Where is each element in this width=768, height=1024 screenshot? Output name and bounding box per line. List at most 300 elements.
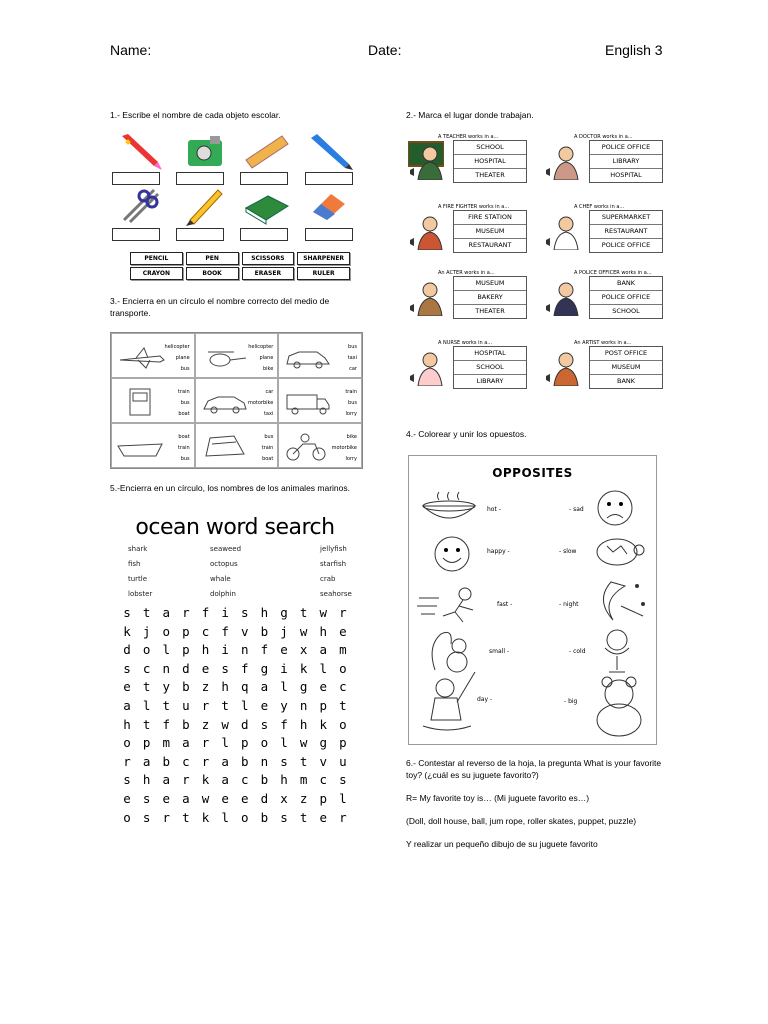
answer-box[interactable] <box>305 172 353 185</box>
grid-letter[interactable]: p <box>142 735 151 751</box>
transport-word[interactable]: bus <box>180 456 190 462</box>
grid-letter[interactable]: r <box>123 753 131 769</box>
s5-instruction: 5.-Encierra en un círculo, los nombres de los animales marinos. <box>110 483 350 493</box>
transport-word[interactable]: taxi <box>263 411 274 417</box>
workplace-question: A POLICE OFFICER works in a... <box>574 270 652 276</box>
workplace-option[interactable]: POLICE OFFICE <box>601 241 651 249</box>
grid-letter[interactable]: g <box>280 605 288 620</box>
grid-letter[interactable]: r <box>201 735 210 751</box>
grid-letter[interactable]: e <box>240 790 249 806</box>
workplace-option[interactable]: SCHOOL <box>454 361 526 375</box>
grid-letter[interactable]: i <box>280 660 288 676</box>
transport-word[interactable]: helicopter <box>164 344 190 350</box>
grid-letter[interactable]: t <box>299 809 308 825</box>
big-bear-icon <box>587 672 651 738</box>
grid-letter[interactable]: a <box>221 753 229 769</box>
workplace-option[interactable]: BAKERY <box>454 291 526 305</box>
answer-box[interactable] <box>112 172 160 185</box>
s3-instruction: 3.- Encierra en un círculo el nombre correcto del medio de transporte. <box>110 296 330 318</box>
grid-letter[interactable]: a <box>182 790 190 806</box>
workplace-option[interactable]: THEATER <box>475 307 505 315</box>
grid-letter[interactable]: h <box>260 605 269 620</box>
workplace-option[interactable]: BANK <box>590 277 662 291</box>
grid-letter[interactable]: s <box>280 809 288 825</box>
grid-letter[interactable]: z <box>201 679 210 695</box>
word-bank-item: CRAYON <box>130 267 183 280</box>
grid-letter[interactable]: i <box>221 642 229 658</box>
grid-letter[interactable]: f <box>280 716 288 732</box>
pen-icon <box>305 132 355 172</box>
grid-letter[interactable]: p <box>319 697 328 713</box>
grid-letter[interactable]: s <box>123 605 131 620</box>
transport-word[interactable]: train <box>261 445 274 451</box>
workplace-option[interactable]: BANK <box>616 377 636 385</box>
transport-word[interactable]: train <box>345 389 357 395</box>
grid-letter[interactable]: p <box>319 790 328 806</box>
grid-letter[interactable]: o <box>123 809 131 825</box>
grid-letter[interactable]: b <box>260 809 269 825</box>
workplace-option[interactable]: LIBRARY <box>476 377 504 385</box>
grid-letter[interactable]: k <box>319 716 328 732</box>
grid-letter[interactable]: o <box>260 735 269 751</box>
school-objects <box>110 132 355 282</box>
grid-letter[interactable]: l <box>280 679 288 695</box>
grid-letter[interactable]: p <box>182 642 190 658</box>
grid-letter[interactable]: b <box>182 716 190 732</box>
workplace-options <box>589 276 663 319</box>
workplace-options <box>453 276 527 319</box>
grid-letter[interactable]: a <box>162 772 171 788</box>
transport-word[interactable]: lorry <box>345 411 357 417</box>
workplaces <box>408 134 658 394</box>
grid-letter[interactable]: d <box>182 660 190 676</box>
grid-letter[interactable]: p <box>182 623 190 639</box>
course-label: English 3 <box>605 42 663 58</box>
grid-letter[interactable]: z <box>201 716 210 732</box>
grid-letter[interactable]: r <box>201 753 210 769</box>
grid-letter[interactable]: t <box>182 809 190 825</box>
workplace-question: An ACTER works in a... <box>438 270 495 276</box>
grid-letter[interactable]: h <box>142 772 151 788</box>
workplace-options <box>589 140 663 183</box>
transport-word[interactable]: lorry <box>345 456 357 462</box>
grid-letter[interactable]: b <box>260 623 269 639</box>
transport-cell <box>195 423 279 468</box>
transport-word[interactable]: taxi <box>347 355 357 361</box>
grid-letter[interactable]: b <box>260 772 269 788</box>
transport-word[interactable]: motorbike <box>331 445 357 451</box>
grid-letter[interactable]: w <box>201 790 210 806</box>
grid-letter[interactable]: s <box>142 809 151 825</box>
grid-letter[interactable]: t <box>339 697 347 713</box>
workplace-card <box>544 204 660 252</box>
opposite-word: - sad <box>569 506 584 513</box>
s6-instruction: 6.- Contestar al reverso de la hoja, la pregunta What is your favorite toy? (¿cuál es su juguete favorito?) <box>406 758 662 780</box>
ice-cream-icon <box>597 626 637 676</box>
pencil-icon <box>180 186 230 226</box>
grid-letter[interactable]: s <box>142 790 151 806</box>
worker-icon <box>544 140 580 180</box>
grid-letter[interactable]: a <box>162 605 171 620</box>
grid-letter[interactable]: e <box>221 790 229 806</box>
sea-word: fish <box>128 560 141 568</box>
s6-answer: R= My favorite toy is… (Mi juguete favorito es…) <box>406 793 590 803</box>
grid-letter[interactable]: h <box>299 716 308 732</box>
word-bank-item: SHARPENER <box>297 252 350 265</box>
grid-letter[interactable]: o <box>339 660 347 676</box>
grid-letter[interactable]: k <box>123 623 131 639</box>
bus-icon <box>200 432 252 462</box>
grid-letter[interactable]: o <box>240 809 249 825</box>
workplace-card <box>408 270 524 318</box>
transport-word[interactable]: boat <box>178 411 190 417</box>
opposite-word: small - <box>489 648 510 655</box>
eraser-icon <box>305 186 355 226</box>
workplace-option[interactable]: MUSEUM <box>454 225 526 239</box>
grid-letter[interactable]: l <box>221 735 229 751</box>
workplace-question: A NURSE works in a... <box>438 340 493 346</box>
grid-letter[interactable]: q <box>240 679 249 695</box>
grid-letter[interactable]: h <box>280 772 288 788</box>
grid-letter[interactable]: a <box>260 679 269 695</box>
grid-letter[interactable]: x <box>299 642 308 658</box>
word-bank-item: SCISSORS <box>242 252 295 265</box>
grid-letter[interactable]: s <box>123 660 131 676</box>
grid-letter[interactable]: p <box>240 735 249 751</box>
workplace-option[interactable]: RESTAURANT <box>590 225 662 239</box>
grid-letter[interactable]: a <box>319 642 328 658</box>
grid-letter[interactable]: n <box>240 642 249 658</box>
workplace-question: An ARTIST works in a... <box>574 340 632 346</box>
grid-letter[interactable]: c <box>142 660 151 676</box>
workplace-options <box>589 346 663 389</box>
grid-letter[interactable]: w <box>299 735 308 751</box>
worker-icon <box>408 276 444 316</box>
word-bank-item: RULER <box>297 267 350 280</box>
grid-letter[interactable]: y <box>280 697 288 713</box>
grid-letter[interactable]: e <box>280 642 288 658</box>
train-icon <box>116 387 168 417</box>
grid-letter[interactable]: a <box>182 735 190 751</box>
grid-letter[interactable]: m <box>339 642 347 658</box>
sea-word: starfish <box>320 560 347 568</box>
workplace-option[interactable]: THEATER <box>475 171 505 179</box>
grid-letter[interactable]: c <box>201 623 210 639</box>
grid-letter[interactable]: r <box>339 605 347 620</box>
worker-icon <box>544 276 580 316</box>
grid-letter[interactable]: o <box>142 642 151 658</box>
grid-row <box>110 605 360 624</box>
grid-row <box>110 661 360 680</box>
grid-letter[interactable]: w <box>319 605 328 620</box>
grid-letter[interactable]: r <box>201 697 210 713</box>
grid-letter[interactable]: k <box>201 809 210 825</box>
grid-letter[interactable]: b <box>240 753 249 769</box>
motorbike-icon <box>283 432 335 462</box>
grid-row <box>110 717 360 736</box>
grid-letter[interactable]: e <box>319 679 328 695</box>
word-search-title: ocean word search <box>135 515 335 540</box>
workplace-options <box>453 140 527 183</box>
grid-letter[interactable]: g <box>260 660 269 676</box>
boat-icon <box>116 432 168 462</box>
grid-letter[interactable]: j <box>280 623 288 639</box>
workplace-option[interactable]: SCHOOL <box>454 141 526 155</box>
workplace-option[interactable]: HOSPITAL <box>454 155 526 169</box>
workplace-question: A FIRE FIGHTER works in a... <box>438 204 510 210</box>
grid-letter[interactable]: m <box>162 735 171 751</box>
grid-letter[interactable]: e <box>339 623 347 639</box>
grid-letter[interactable]: s <box>123 772 131 788</box>
grid-letter[interactable]: l <box>142 697 151 713</box>
grid-letter[interactable]: j <box>142 623 151 639</box>
s4-instruction: 4.- Colorear y unir los opuestos. <box>406 429 527 439</box>
grid-letter[interactable]: w <box>299 623 308 639</box>
opposite-word: day - <box>477 696 493 703</box>
sea-word: turtle <box>128 575 148 583</box>
grid-letter[interactable]: c <box>240 772 249 788</box>
grid-letter[interactable]: o <box>123 735 131 751</box>
transport-word[interactable]: boat <box>262 456 274 462</box>
workplace-card <box>408 134 524 182</box>
word-bank-item: PEN <box>186 252 239 265</box>
grid-letter[interactable]: w <box>221 716 229 732</box>
answer-box[interactable] <box>240 228 288 241</box>
grid-letter[interactable]: y <box>162 679 171 695</box>
s6-options: (Doll, doll house, ball, jum rope, roller skates, puppet, puzzle) <box>406 816 637 826</box>
workplace-option[interactable]: FIRE STATION <box>454 211 526 225</box>
s2-instruction: 2.- Marca el lugar donde trabajan. <box>406 110 534 120</box>
transport-word[interactable]: car <box>265 389 274 395</box>
worker-icon <box>408 210 444 250</box>
grid-letter[interactable]: e <box>162 790 171 806</box>
grid-letter[interactable]: h <box>123 716 131 732</box>
transport-cell <box>111 423 195 468</box>
grid-letter[interactable]: l <box>319 660 328 676</box>
grid-letter[interactable]: d <box>260 790 269 806</box>
grid-letter[interactable]: n <box>299 697 308 713</box>
grid-letter[interactable]: k <box>299 660 308 676</box>
transport-word[interactable]: bus <box>264 434 274 440</box>
grid-row <box>110 698 360 717</box>
grid-letter[interactable]: a <box>142 753 151 769</box>
grid-row <box>110 735 360 754</box>
s1-instruction: 1.- Escribe el nombre de cada objeto escolar. <box>110 110 281 120</box>
workplace-option[interactable]: POLICE OFFICE <box>590 291 662 305</box>
grid-letter[interactable]: h <box>319 623 328 639</box>
grid-letter[interactable]: f <box>260 642 269 658</box>
transport-word[interactable]: motorbike <box>247 400 274 406</box>
grid-letter[interactable]: t <box>221 697 229 713</box>
grid-letter[interactable]: e <box>319 809 328 825</box>
grid-letter[interactable]: k <box>201 772 210 788</box>
grid-letter[interactable]: g <box>299 679 308 695</box>
grid-letter[interactable]: b <box>162 753 171 769</box>
transport-grid <box>110 332 363 469</box>
letter-grid <box>110 605 360 828</box>
grid-letter[interactable]: t <box>162 697 171 713</box>
workplace-card <box>544 270 660 318</box>
workplace-option[interactable]: HOSPITAL <box>610 171 642 179</box>
grid-letter[interactable]: b <box>182 679 190 695</box>
grid-letter[interactable]: d <box>240 716 249 732</box>
workplace-option[interactable]: POST OFFICE <box>590 347 662 361</box>
workplace-option[interactable]: POLICE OFFICE <box>590 141 662 155</box>
grid-letter[interactable]: g <box>319 735 328 751</box>
transport-word[interactable]: train <box>178 445 190 451</box>
answer-box[interactable] <box>176 228 224 241</box>
grid-letter[interactable]: e <box>123 679 131 695</box>
grid-letter[interactable]: t <box>142 679 151 695</box>
grid-letter[interactable]: t <box>142 716 151 732</box>
ocean-word-search <box>110 515 360 835</box>
opposites-title: OPPOSITES <box>492 466 573 480</box>
workplace-option[interactable]: SUPERMARKET <box>590 211 662 225</box>
grid-letter[interactable]: l <box>221 809 229 825</box>
workplace-option[interactable]: RESTAURANT <box>468 241 512 249</box>
transport-word[interactable]: boat <box>178 434 190 440</box>
word-bank-item: BOOK <box>186 267 239 280</box>
answer-box[interactable] <box>305 228 353 241</box>
grid-letter[interactable]: e <box>123 790 131 806</box>
sea-word: seahorse <box>320 590 352 598</box>
transport-cell <box>111 333 195 378</box>
taxi-icon <box>200 387 252 417</box>
transport-cell <box>195 333 279 378</box>
transport-word[interactable]: plane <box>259 355 274 361</box>
grid-letter[interactable]: o <box>339 716 347 732</box>
transport-word[interactable]: bike <box>346 434 357 440</box>
grid-letter[interactable]: s <box>280 753 288 769</box>
grid-letter[interactable]: a <box>123 697 131 713</box>
grid-letter[interactable]: t <box>299 753 308 769</box>
grid-letter[interactable]: o <box>162 623 171 639</box>
word-bank-item: PENCIL <box>130 252 183 265</box>
grid-letter[interactable]: a <box>221 772 229 788</box>
sea-word: whale <box>210 575 231 583</box>
opposites-panel <box>408 455 657 745</box>
worker-icon <box>544 210 580 250</box>
grid-letter[interactable]: s <box>260 716 269 732</box>
grid-letter[interactable]: h <box>201 642 210 658</box>
workplace-option[interactable]: HOSPITAL <box>454 347 526 361</box>
transport-word[interactable]: bus <box>180 400 190 406</box>
grid-letter[interactable]: f <box>162 716 171 732</box>
grid-letter[interactable]: l <box>240 697 249 713</box>
grid-letter[interactable]: n <box>260 753 269 769</box>
grid-letter[interactable]: u <box>182 697 190 713</box>
grid-letter[interactable]: z <box>299 790 308 806</box>
grid-letter[interactable]: f <box>201 605 210 620</box>
grid-letter[interactable]: r <box>182 772 190 788</box>
workplace-card <box>544 340 660 388</box>
word-bank <box>130 252 350 280</box>
transport-word[interactable]: bus <box>180 366 190 372</box>
book-icon <box>242 186 292 226</box>
workplace-options <box>589 210 663 253</box>
grid-letter[interactable]: d <box>123 642 131 658</box>
car-icon <box>283 342 335 372</box>
answer-box[interactable] <box>176 172 224 185</box>
transport-word[interactable]: plane <box>175 355 190 361</box>
workplace-option[interactable]: SCHOOL <box>612 307 640 315</box>
grid-letter[interactable]: h <box>221 679 229 695</box>
grid-letter[interactable]: l <box>280 735 288 751</box>
grid-letter[interactable]: f <box>221 623 229 639</box>
grid-letter[interactable]: r <box>339 809 347 825</box>
transport-word[interactable]: bus <box>348 400 357 406</box>
answer-box[interactable] <box>240 172 288 185</box>
sea-word: seaweed <box>210 545 242 553</box>
grid-letter[interactable]: c <box>339 679 347 695</box>
sea-word: jellyfish <box>320 545 347 553</box>
grid-letter[interactable]: m <box>299 772 308 788</box>
worker-icon <box>408 346 444 386</box>
grid-letter[interactable]: c <box>319 772 328 788</box>
grid-letter[interactable]: l <box>339 790 347 806</box>
happy-face-icon <box>429 534 475 574</box>
hot-soup-icon <box>417 490 481 530</box>
grid-letter[interactable]: s <box>339 772 347 788</box>
grid-letter[interactable]: t <box>142 605 151 620</box>
name-label: Name: <box>110 42 152 58</box>
grid-letter[interactable]: t <box>299 605 308 620</box>
grid-letter[interactable]: e <box>260 697 269 713</box>
grid-letter[interactable]: s <box>240 605 249 620</box>
grid-letter[interactable]: p <box>339 735 347 751</box>
sea-word: shark <box>128 545 148 553</box>
transport-word[interactable]: helicopter <box>248 344 274 350</box>
grid-letter[interactable]: u <box>339 753 347 769</box>
opposite-word: - night <box>559 601 579 608</box>
transport-word[interactable]: bus <box>348 344 357 350</box>
grid-letter[interactable]: f <box>240 660 249 676</box>
grid-letter[interactable]: r <box>182 605 190 620</box>
opposite-word: - big <box>564 698 578 705</box>
workplace-options <box>453 346 527 389</box>
grid-letter[interactable]: v <box>240 623 249 639</box>
grid-letter[interactable]: e <box>201 660 210 676</box>
grid-letter[interactable]: r <box>162 809 171 825</box>
opposite-word: hot - <box>487 506 501 513</box>
transport-cell <box>111 378 195 423</box>
grid-letter[interactable]: c <box>182 753 190 769</box>
crayon-icon <box>114 132 164 172</box>
grid-letter[interactable]: s <box>221 660 229 676</box>
sea-word: lobster <box>128 590 153 598</box>
transport-word[interactable]: car <box>349 366 357 372</box>
grid-row <box>110 624 360 643</box>
workplace-option[interactable]: LIBRARY <box>590 155 662 169</box>
workplace-question: A CHEF works in a... <box>574 204 625 210</box>
grid-letter[interactable]: l <box>162 642 171 658</box>
grid-letter[interactable]: v <box>319 753 328 769</box>
transport-word[interactable]: bike <box>262 366 274 372</box>
worker-icon <box>408 140 444 180</box>
transport-word[interactable]: train <box>178 389 190 395</box>
workplace-question: A DOCTOR works in a... <box>574 134 633 140</box>
workplace-card <box>408 340 524 388</box>
grid-letter[interactable]: i <box>221 605 229 620</box>
answer-box[interactable] <box>112 228 160 241</box>
grid-letter[interactable]: n <box>162 660 171 676</box>
grid-letter[interactable]: x <box>280 790 288 806</box>
workplace-option[interactable]: MUSEUM <box>454 277 526 291</box>
transport-cell <box>278 378 362 423</box>
fishing-boy-icon <box>417 668 477 734</box>
grid-row <box>110 754 360 773</box>
workplace-option[interactable]: MUSEUM <box>590 361 662 375</box>
